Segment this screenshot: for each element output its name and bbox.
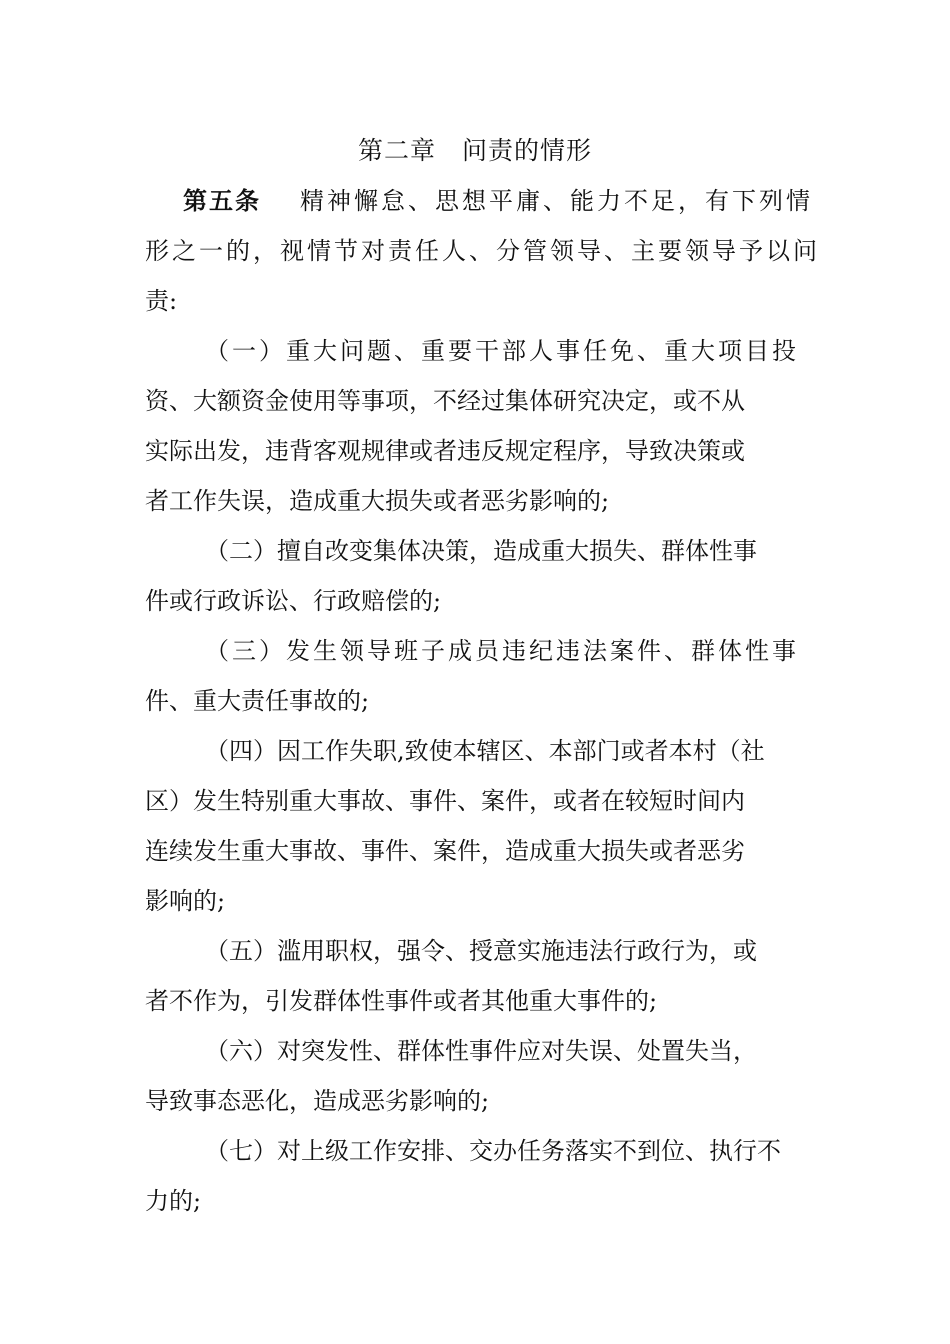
- item-line: 连续发生重大事故、事件、案件，造成重大损失或者恶劣: [145, 837, 745, 865]
- article-line: 形之一的，视情节对责任人、分管领导、主要领导予以问: [145, 237, 820, 265]
- item-line: 影响的;: [145, 887, 226, 915]
- item-line: 者工作失误，造成重大损失或者恶劣影响的;: [145, 487, 610, 515]
- item-line: （七）对上级工作安排、交办任务落实不到位、执行不: [205, 1137, 781, 1165]
- item-line: （六）对突发性、群体性事件应对失误、处置失当，: [205, 1037, 757, 1065]
- item-line: 区）发生特别重大事故、事件、案件，或者在较短时间内: [145, 787, 745, 815]
- item-line: 实际出发，违背客观规律或者违反规定程序，导致决策或: [145, 437, 745, 465]
- article-line: 责:: [145, 287, 178, 315]
- article-label: 第五条: [183, 187, 261, 215]
- item-line: （五）滥用职权，强令、授意实施违法行政行为，或: [205, 937, 757, 965]
- item-line: 力的;: [145, 1187, 202, 1215]
- item-line: 资、大额资金使用等事项，不经过集体研究决定，或不从: [145, 387, 745, 415]
- article-line: 精神懈怠、思想平庸、能力不足，有下列情: [300, 187, 813, 215]
- item-line: 者不作为，引发群体性事件或者其他重大事件的;: [145, 987, 658, 1015]
- item-line: （二）擅自改变集体决策，造成重大损失、群体性事: [205, 537, 757, 565]
- item-line: 件、重大责任事故的;: [145, 687, 370, 715]
- chapter-title: 第二章 问责的情形: [357, 136, 592, 165]
- item-line: （一）重大问题、重要干部人事任免、重大项目投: [205, 337, 799, 365]
- item-line: （三）发生领导班子成员违纪违法案件、群体性事: [205, 637, 799, 665]
- item-line: 件或行政诉讼、行政赔偿的;: [145, 587, 442, 615]
- item-line: 导致事态恶化，造成恶劣影响的;: [145, 1087, 490, 1115]
- item-line: （四）因工作失职,致使本辖区、本部门或者本村（社: [205, 737, 765, 765]
